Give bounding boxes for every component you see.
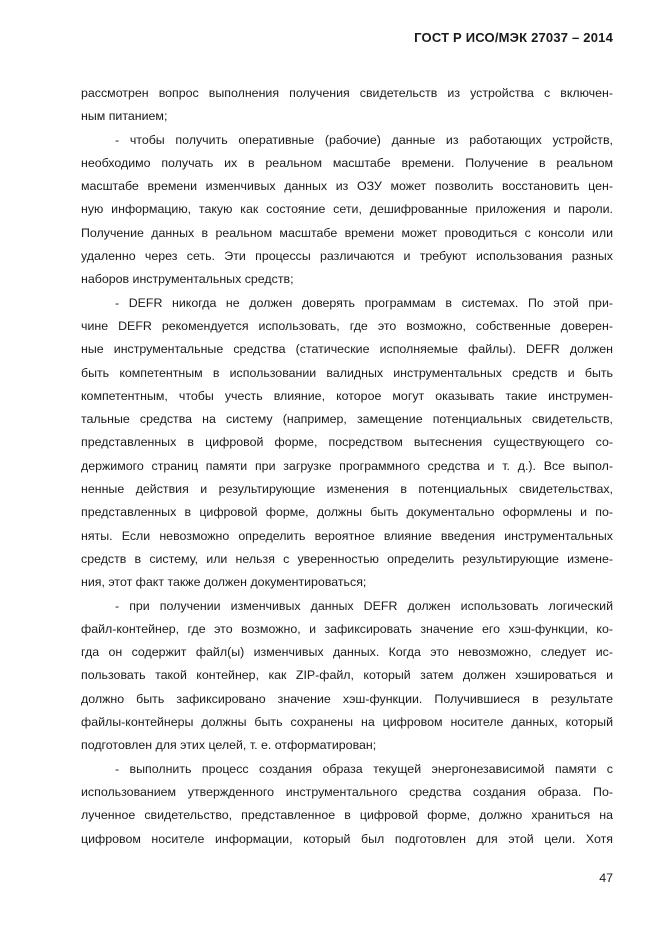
text-line: представленных в цифровой форме, посредством вытеснения существующего со- — [81, 435, 613, 450]
text-line: лученное свидетельство, представленное в цифровой форме, должно храниться на — [81, 808, 613, 823]
text-line: пользовать такой контейнер, как ZIP-файл, который затем должен хэшироваться и — [81, 668, 613, 683]
text-line: наборов инструментальных средств; — [81, 272, 294, 287]
text-line: средств в систему, или нельзя с уверенностью определить результирующие измене- — [81, 551, 613, 566]
text-line: ненные действия и результирующие изменения в потенциальных свидетельствах, — [81, 482, 613, 497]
text-line: ную информацию, такую как состояние сети, дешифрованные приложения и пароли. — [81, 202, 613, 217]
text-line: необходимо получать их в реальном масштабе времени. Получение в реальном — [81, 155, 613, 170]
text-line: ные инструментальные средства (статические исполняемые файлы). DEFR должен — [81, 342, 613, 357]
text-line: няты. Если невозможно определить вероятное влияние введения инструментальных — [81, 528, 613, 543]
text-line: удаленно через сеть. Эти процессы различаются и требуют использования разных — [81, 249, 613, 264]
text-line: быть компетентным в использовании валидных инструментальных средств и быть — [81, 365, 613, 380]
text-line: ния, этот факт также должен документироваться; — [81, 575, 367, 590]
list-item-line: - при получении изменчивых данных DEFR должен использовать логический — [115, 598, 613, 613]
text-line: ным питанием; — [81, 109, 168, 124]
text-line: файлы-контейнеры должны быть сохранены на цифровом носителе данных, который — [81, 715, 613, 730]
list-item-line: - чтобы получить оперативные (рабочие) данные из работающих устройств, — [115, 132, 613, 147]
body-text — [81, 82, 613, 851]
text-line: подготовлен для этих целей, т. е. отформатирован; — [81, 738, 377, 753]
text-line: компетентным, чтобы учесть влияние, которое могут оказывать такие инструмен- — [81, 388, 613, 403]
text-line: чине DEFR рекомендуется использовать, где это возможно, собственные доверен- — [81, 318, 613, 333]
text-line: файл-контейнер, где это возможно, и зафиксировать значение его хэш-функции, ко- — [81, 621, 613, 636]
text-line: масштабе времени изменчивых данных из ОЗУ может позволить восстановить цен- — [81, 179, 613, 194]
text-line: гда он содержит файл(ы) изменчивых данных. Когда это невозможно, следует ис- — [81, 645, 613, 660]
text-line: держимого страниц памяти при загрузке программного средства и т. д.). Все выпол- — [81, 458, 613, 473]
page-number: 47 — [599, 871, 613, 885]
text-line: представленных в цифровой форме, должны быть документально оформлены и по- — [81, 505, 613, 520]
text-line: должно быть зафиксировано значение хэш-функции. Получившиеся в результате — [81, 691, 613, 706]
list-item-line: - выполнить процесс создания образа текущей энергонезависимой памяти с — [115, 761, 613, 776]
text-line: Получение данных в реальном масштабе времени может проводиться с консоли или — [81, 225, 613, 240]
text-line: рассмотрен вопрос выполнения получения свидетельств из устройства с включен- — [81, 86, 613, 100]
page-header: ГОСТ Р ИСО/МЭК 27037 – 2014 — [414, 30, 613, 45]
text-line: использованием утвержденного инструментального средства создания образа. По- — [81, 784, 613, 799]
text-line: тальные средства на систему (например, замещение потенциальных свидетельств, — [81, 412, 613, 427]
list-item-line: - DEFR никогда не должен доверять программам в системах. По этой при- — [115, 295, 613, 310]
text-line: цифровом носителе информации, который был подготовлен для этой цели. Хотя — [81, 831, 613, 846]
